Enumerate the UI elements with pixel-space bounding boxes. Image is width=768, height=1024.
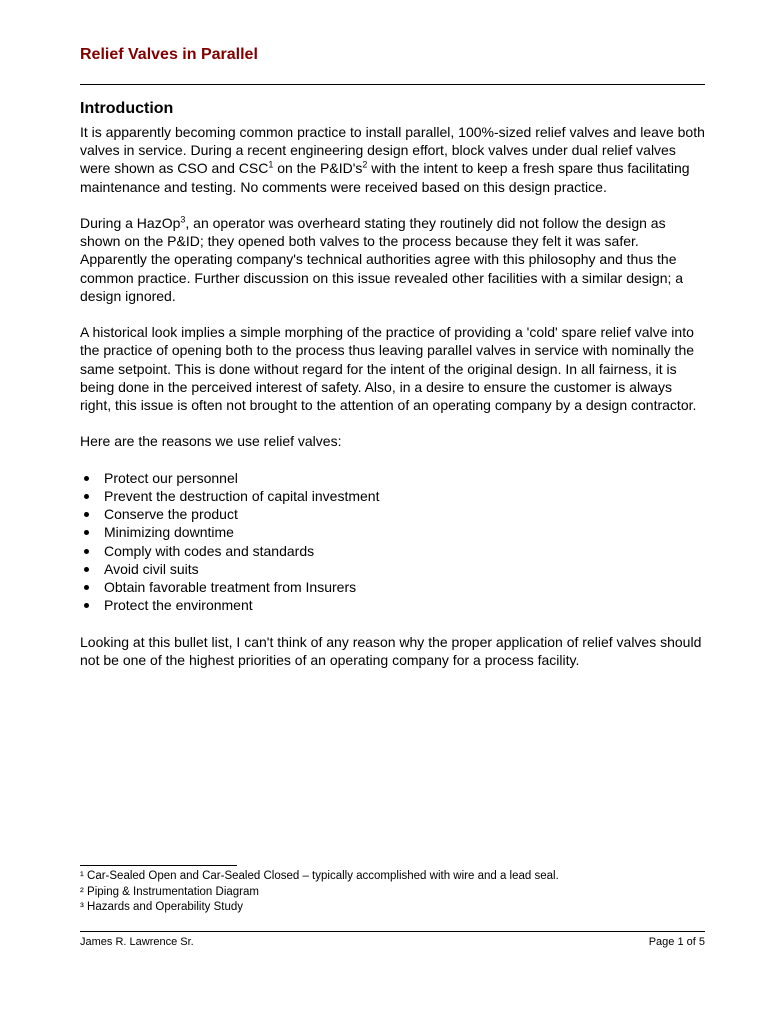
title-divider (80, 84, 705, 85)
list-item (80, 505, 705, 523)
list-item-text: Prevent the destruction of capital investment (104, 488, 380, 504)
bullet-icon (84, 603, 89, 608)
footnote-ref-2: 2 (362, 159, 368, 170)
page-footer (80, 936, 705, 948)
footer-page-number: Page 1 of 5 (648, 936, 705, 948)
paragraph-2 (80, 214, 705, 305)
list-item-text: Minimizing downtime (104, 524, 234, 541)
section-heading: Introduction (80, 100, 174, 117)
list-item-text: Protect the environment (104, 597, 253, 614)
footnote-3: ³ Hazards and Operability Study (80, 901, 243, 913)
footnote-1: ¹ Car-Sealed Open and Car-Sealed Closed – typically accomplished with wire and a lead seal. (80, 870, 559, 882)
bullet-icon (84, 512, 89, 517)
list-item-text: Avoid civil suits (104, 560, 199, 577)
paragraph-4: Here are the reasons we use relief valves: (80, 433, 342, 450)
body-text (80, 123, 705, 687)
footnote-ref-3: 3 (180, 214, 186, 225)
document-page (80, 0, 705, 1024)
list-item-text: Protect our personnel (104, 469, 238, 486)
paragraph-3: A historical look implies a simple morphing of the practice of providing a 'cold' spare relief valve into the practice of opening both to the process thus leaving parallel valves in service with nominally the same setpoint. This is done without regard for the intent of the original design. In all fairness, it is being done in the perceived interest of safety. Also, in a desire to ensure the customer is always right, this issue is often not brought to the attention of an operating company by a design contractor. (80, 324, 697, 414)
footer-divider (80, 931, 705, 932)
paragraph-text: with the intent to keep a fresh spare thus facilitating maintenance and testing. No comments were received based on this design practice. (80, 160, 690, 195)
list-item (80, 560, 705, 578)
bullet-icon (84, 549, 89, 554)
paragraph-1 (80, 123, 705, 196)
list-item-text: Comply with codes and standards (104, 542, 315, 559)
footnotes (80, 869, 705, 916)
list-item-text: Obtain favorable treatment from Insurers (104, 579, 357, 596)
footer-author: James R. Lawrence Sr. (80, 936, 194, 948)
reasons-bullet-list (80, 469, 705, 615)
bullet-icon (84, 494, 89, 499)
paragraph-text: During a HazOp (80, 215, 181, 231)
list-item (80, 596, 705, 614)
list-item (80, 578, 705, 596)
bullet-icon (84, 567, 89, 572)
list-item (80, 542, 705, 560)
bullet-icon (84, 585, 89, 590)
footnote-divider (80, 865, 237, 866)
list-item (80, 523, 705, 541)
paragraph-text: It is apparently becoming common practice to install parallel, 100%-sized relief valves and leave both valves in service. During a recent engineering design effort, block valves under dual relief valves were shown as CSO and CSC (80, 124, 705, 177)
bullet-icon (84, 476, 89, 481)
list-item (80, 469, 705, 487)
document-title: Relief Valves in Parallel (80, 46, 258, 63)
bullet-icon (84, 530, 89, 535)
footnote-ref-1: 1 (268, 159, 274, 170)
paragraph-text: , an operator was overheard stating they routinely did not follow the design as shown on the P&ID; they opened both valves to the process because they felt it was safer. Apparently the operating company's technical authorities agree with this philosophy and thus the common practice. Further discussion on this issue revealed other facilities with a similar design; a design ignored. (80, 215, 684, 304)
footnote-2: ² Piping & Instrumentation Diagram (80, 885, 259, 898)
list-item (80, 487, 705, 505)
list-item-text: Conserve the product (104, 506, 238, 523)
closing-paragraph: Looking at this bullet list, I can't think of any reason why the proper application of relief valves should not be one of the highest priorities of an operating company for a process facility. (80, 633, 702, 668)
paragraph-text: on the P&ID's (273, 160, 363, 177)
